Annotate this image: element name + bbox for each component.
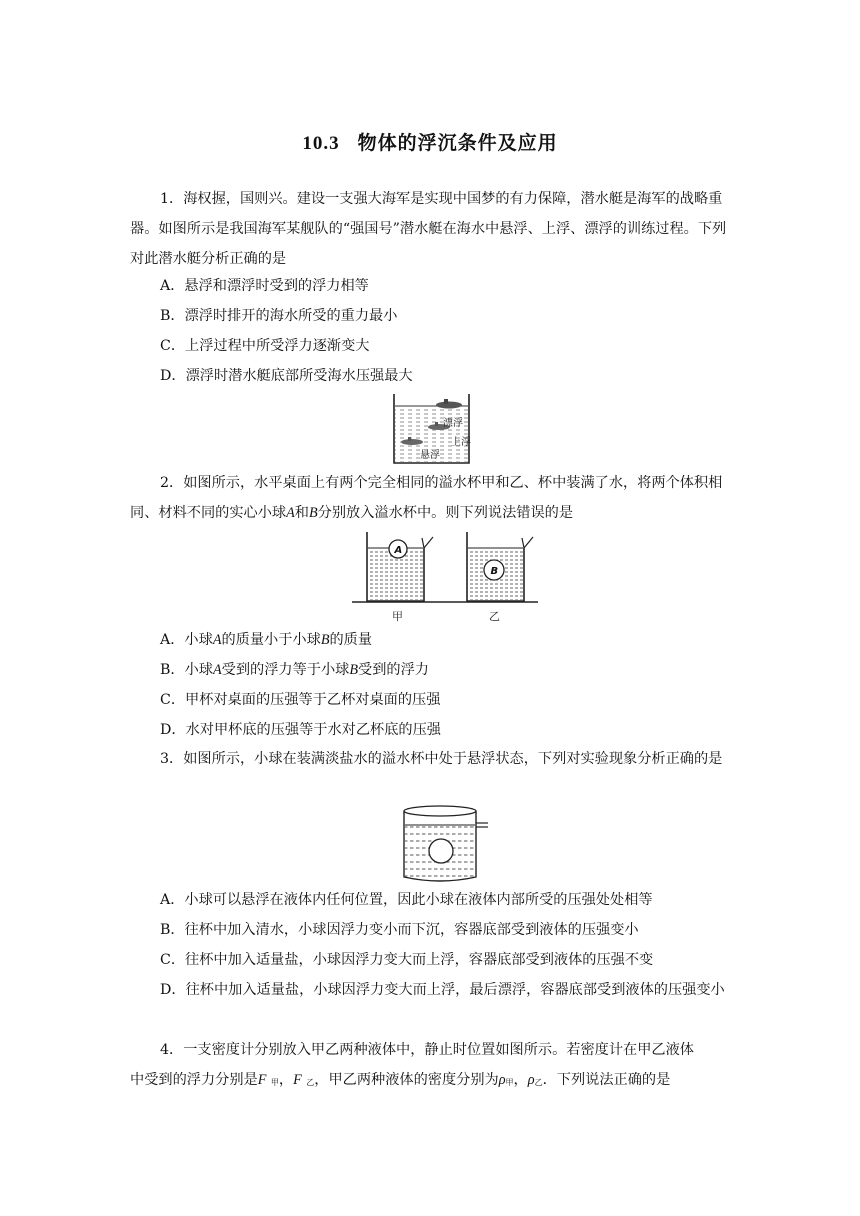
q2-option-b-text2: 受到的浮力等于小球: [221, 662, 350, 678]
q2-var-b: B: [308, 505, 318, 521]
title-text: 物体的浮沉条件及应用: [357, 132, 558, 154]
q2-option-b-text3: 受到的浮力: [358, 662, 429, 678]
submarine-float-icon: [436, 399, 462, 409]
q2-stem-part2: 和: [294, 505, 309, 521]
submarine-figure: [392, 392, 472, 466]
q1-option-a: A．悬浮和漂浮时受到的浮力相等: [160, 278, 369, 294]
label-rise: 上浮: [451, 437, 471, 448]
label-suspend: 悬浮: [420, 450, 440, 461]
q3-option-a: A．小球可以悬浮在液体内任何位置，因此小球在液体内部所受的压强处处相等: [160, 892, 653, 908]
q2-option-b-var2: B: [349, 662, 359, 678]
q4-line2: [130, 1065, 734, 1098]
q2-var-a: A: [286, 505, 295, 521]
q4-sep1: ，: [278, 1072, 294, 1088]
q4-rho-yi: ρ: [527, 1072, 535, 1088]
q2-option-b-var1: A: [213, 662, 222, 678]
q3-option-c: C．往杯中加入适量盐，小球因浮力变大而上浮，容器底部受到液体的压强不变: [160, 952, 654, 968]
cup-yi: [467, 532, 533, 601]
q2-option-a-text1: A．小球: [160, 632, 213, 648]
q4-f-yi: F: [293, 1072, 302, 1088]
q2-option-a-var2: B: [320, 632, 330, 648]
suspended-ball: [429, 839, 453, 863]
q4-line2-text2: ，甲乙两种液体的密度分别为: [314, 1072, 499, 1088]
q1-option-b: B．漂浮时排开的海水所受的重力最小: [160, 308, 398, 324]
q2-stem-part3: 分别放入溢水杯中。则下列说法错误的是: [317, 505, 574, 521]
q3-option-b: B．往杯中加入清水，小球因浮力变小而下沉，容器底部受到液体的压强变小: [160, 922, 639, 938]
q1-stem: 1．海权握，国则兴。建设一支强大海军是实现中国梦的有力保障，潜水艇是海军的战略重器。如图所示是我国海军某舰队的“强国号”潜水艇在海水中悬浮、上浮、漂浮的训练过程。下列对此潜水艇分析正确的是: [130, 191, 727, 267]
q4-line2-end: ．下列说法正确的是: [542, 1072, 671, 1088]
beaker-ball-figure: [398, 803, 490, 885]
ball-a-label: A: [394, 545, 403, 556]
q3-option-d: D．往杯中加入适量盐，小球因浮力变大而上浮，最后漂浮，容器底部受到液体的压强变小: [160, 982, 725, 998]
q2-option-d: D．水对甲杯底的压强等于水对乙杯底的压强: [160, 722, 441, 738]
cup-yi-label: 乙: [489, 610, 500, 623]
q4-sub-yi: 乙: [306, 1078, 315, 1087]
q4-f-jia: F: [257, 1072, 267, 1088]
q1-option-d: D．漂浮时潜水艇底部所受海水压强最大: [160, 368, 413, 384]
q4-line2-text1: 中受到的浮力分别是: [130, 1072, 258, 1088]
q4-rho-jia: ρ: [498, 1072, 506, 1088]
q2-option-b: [160, 655, 429, 685]
cup-jia-label: 甲: [392, 610, 403, 623]
q2-option-a: [160, 625, 372, 655]
q2-option-a-text2: 的质量小于小球: [221, 632, 321, 648]
page-title: [0, 128, 860, 155]
ball-b-label: B: [490, 566, 499, 577]
q4-rho-sub-yi: 乙: [534, 1078, 543, 1087]
cup-jia: [367, 532, 433, 601]
q2-stem: [130, 468, 734, 528]
label-float: 漂浮: [443, 418, 463, 429]
q4-line1: 4．一支密度计分别放入甲乙两种液体中，静止时位置如图所示。若密度计在甲乙液体: [160, 1042, 694, 1058]
q2-option-a-var1: A: [212, 632, 222, 648]
q1-option-c: C．上浮过程中所受浮力逐渐变大: [160, 338, 370, 354]
q2-stem-part1: 2．如图所示，水平桌面上有两个完全相同的溢水杯甲和乙、杯中装满了水，将两个体积相同、材料不同的实心小球: [130, 475, 723, 521]
q4-sep2: ，: [513, 1072, 528, 1088]
q2-option-b-text1: B．小球: [160, 662, 213, 678]
q4-rho-sub-jia: 甲: [505, 1078, 514, 1087]
title-number: 10.3: [302, 133, 340, 154]
q2-option-a-text3: 的质量: [329, 632, 373, 648]
q3-stem: 3．如图所示，小球在装满淡盐水的溢水杯中处于悬浮状态，下列对实验现象分析正确的是: [160, 751, 723, 767]
overflow-cups-figure: [350, 530, 540, 626]
q4-sub-jia: 甲: [270, 1078, 279, 1087]
q2-option-c: C．甲杯对桌面的压强等于乙杯对桌面的压强: [160, 692, 441, 708]
